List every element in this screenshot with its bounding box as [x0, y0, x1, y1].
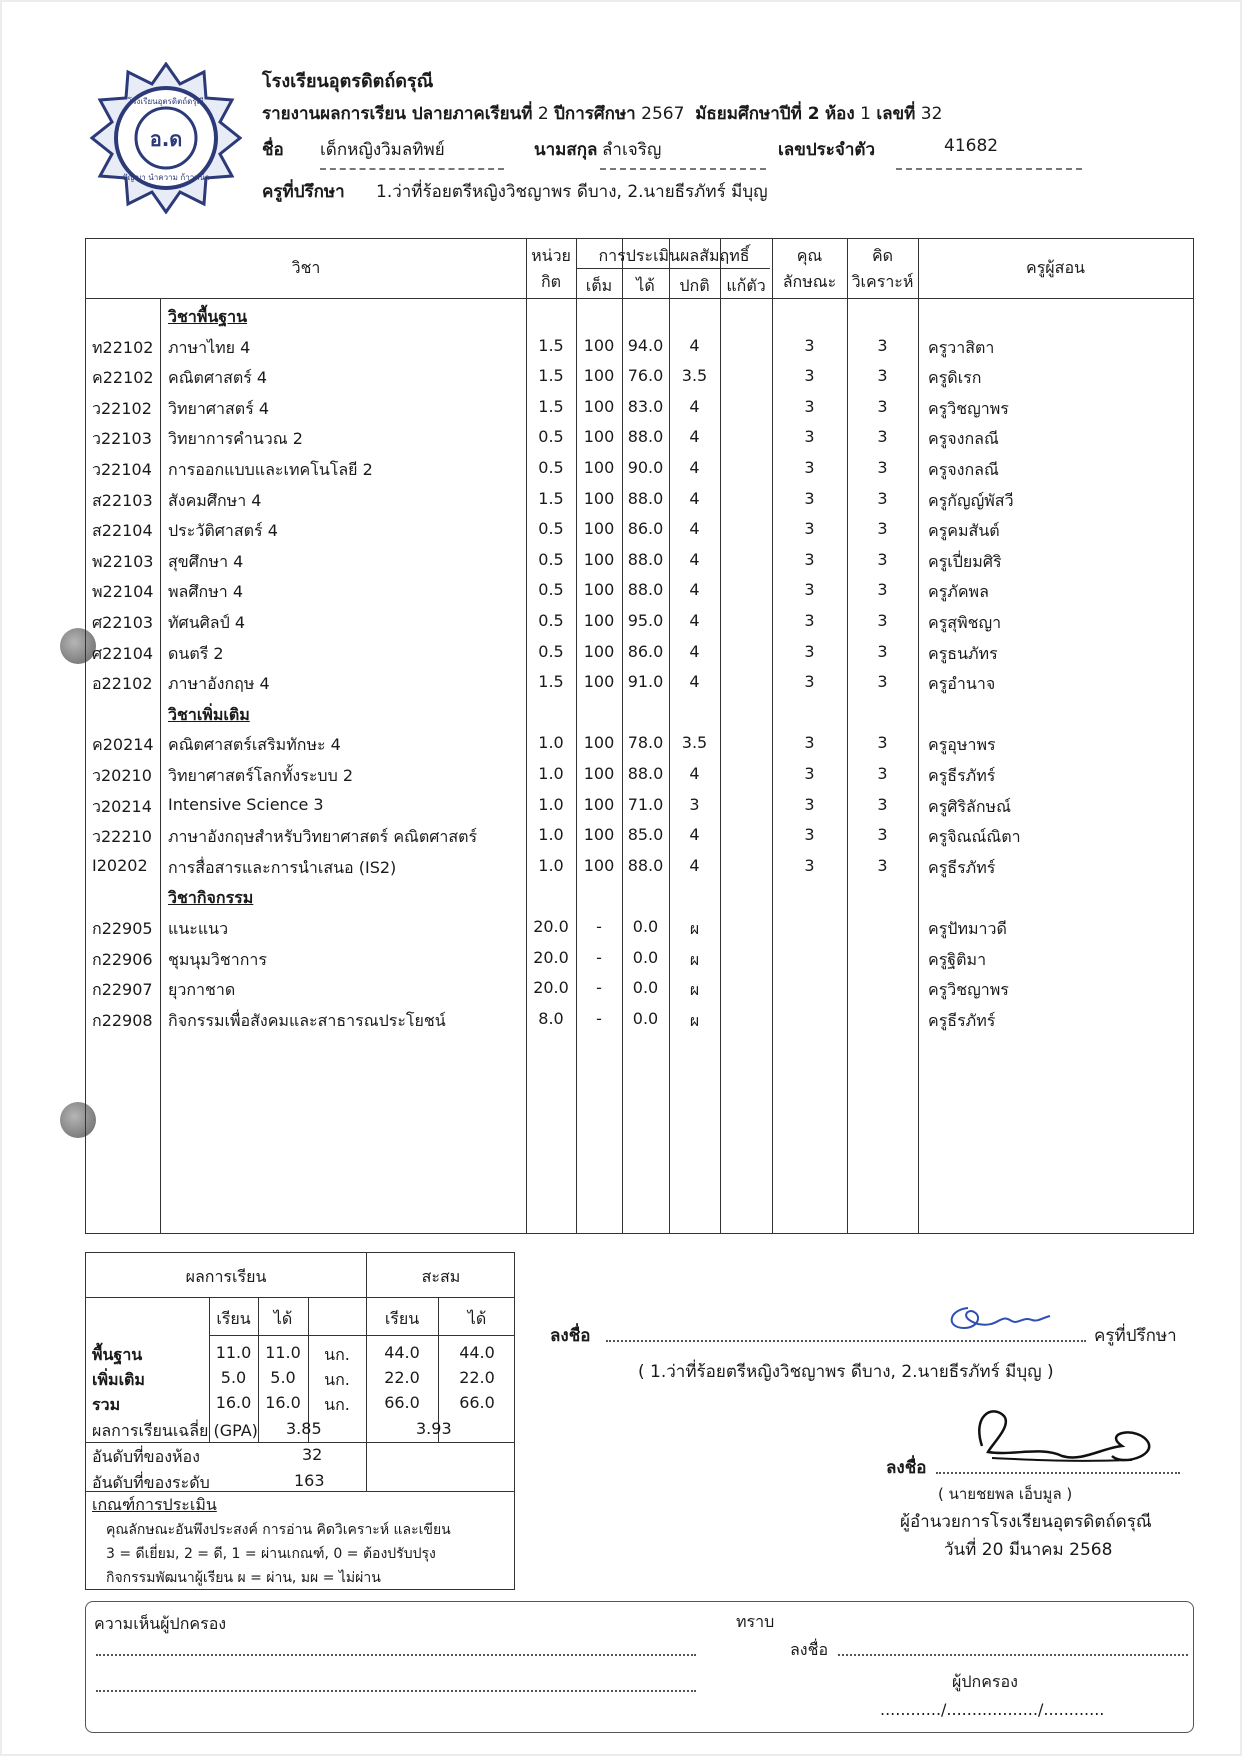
rank-room-label: อันดับที่ของห้อง [92, 1447, 200, 1466]
cell-think: 3 [877, 764, 888, 783]
director-role: ผู้อำนวยการโรงเรียนอุตรดิตถ์ดรุณี [900, 1512, 1152, 1532]
cell-full: 100 [583, 825, 615, 845]
cell-teacher: ครูอุษาพร [928, 735, 996, 755]
summary-cell-study: 5.0 [220, 1368, 247, 1387]
cell-think: 3 [877, 335, 888, 355]
cell-teacher: ครูปัทมาวดี [928, 919, 1007, 938]
cell-credit: 1.5 [538, 335, 564, 355]
cell-grade: 4 [689, 672, 700, 692]
cell-credit: 1.0 [538, 733, 564, 753]
cell-char: 3 [804, 427, 815, 447]
cell-char: 3 [804, 335, 815, 355]
cell-credit: 0.5 [538, 580, 564, 600]
cell-got: 0.0 [632, 1008, 659, 1028]
cell-char: 3 [804, 549, 815, 569]
cell-full: 100 [583, 794, 615, 814]
summary-result-header: ผลการเรียน [185, 1267, 267, 1286]
cell-got: 86.0 [627, 641, 664, 661]
col-assessment: การประเมินผลสัมฤทธิ์ [598, 246, 750, 265]
grade-label: มัธยมศึกษาปีที่ 2 [695, 104, 820, 124]
summary-cell-got: 11.0 [265, 1343, 301, 1362]
cell-full: - [596, 917, 602, 936]
cell-code: ศ22104 [92, 643, 154, 663]
cell-teacher: ครูอำนาจ [928, 674, 996, 694]
grade-table [85, 238, 1194, 1234]
director-sign-label: ลงชื่อ [886, 1458, 927, 1478]
logo-text-bottom: ปัญญา นำความ ก้าวหน้า [122, 173, 210, 182]
cell-full: 100 [583, 611, 615, 630]
cell-got: 0.0 [632, 947, 659, 967]
col-credit: หน่วย กิต [531, 246, 571, 291]
cell-grade: 4 [689, 549, 700, 569]
cell-code: ก22905 [92, 919, 153, 938]
cell-teacher: ครูธีรภัทร์ [928, 857, 996, 877]
summary-cell-label: เพิ่มเติม [92, 1370, 145, 1389]
cell-full: 100 [583, 733, 615, 753]
cell-grade: 4 [689, 458, 700, 477]
cell-char: 3 [804, 641, 815, 661]
summary-cell-label: รวม [92, 1395, 121, 1414]
cell-teacher: ครูจงกลณี [928, 460, 999, 479]
cell-credit: 1.5 [538, 396, 564, 416]
advisor-signature [938, 1298, 1058, 1346]
summary-cell-study: 16.0 [215, 1393, 252, 1412]
cell-teacher: ครูวิชญาพร [928, 980, 1009, 1000]
cell-full: 100 [583, 641, 615, 661]
cell-think: 3 [877, 733, 888, 753]
cell-full: 100 [583, 366, 615, 386]
section-title: วิชาพื้นฐาน [168, 307, 248, 326]
term-value: 2 [537, 104, 549, 124]
cell-char: 3 [804, 519, 815, 539]
cell-credit: 20.0 [533, 947, 569, 967]
cell-grade: 3 [689, 794, 700, 814]
cell-teacher: ครูจิณณ์ณิตา [928, 827, 1021, 847]
cell-teacher: ครูศิริลักษณ์ [928, 796, 1011, 816]
name-underline [320, 168, 504, 170]
cell-full: 100 [583, 549, 615, 569]
cell-got: 90.0 [627, 458, 664, 477]
cell-char: 3 [804, 611, 815, 630]
cell-think: 3 [877, 458, 888, 477]
cell-name: ชุมนุมวิชาการ [168, 949, 267, 969]
cell-code: ส22103 [92, 490, 153, 510]
cell-think: 3 [877, 672, 888, 692]
cell-name: พลศึกษา 4 [168, 582, 243, 602]
summary-cell-acc_study: 66.0 [384, 1393, 420, 1412]
summary-cell-unit: นก. [324, 1345, 350, 1364]
cell-full: 100 [583, 488, 615, 508]
cell-name: วิทยาศาสตร์โลกทั้งระบบ 2 [168, 766, 353, 785]
report-page [2, 2, 1240, 1754]
cell-teacher: ครูวิชญาพร [928, 398, 1009, 418]
cell-grade: 4 [689, 488, 700, 508]
cell-name: สุขศึกษา 4 [168, 551, 244, 571]
cell-full: 100 [583, 519, 615, 539]
cell-full: 100 [583, 335, 615, 355]
student-name: เด็กหญิงวิมลทิพย์ [320, 140, 445, 160]
advisor-label: ครูที่ปรึกษา [262, 182, 345, 202]
col-teacher: ครูผู้สอน [1026, 258, 1085, 277]
rank-room-value: 32 [302, 1445, 323, 1464]
cell-think: 3 [877, 519, 888, 539]
cell-got: 88.0 [627, 580, 664, 600]
summary-acc-col-study: เรียน [384, 1309, 420, 1328]
cell-credit: 0.5 [538, 611, 564, 630]
cell-credit: 1.0 [538, 855, 564, 875]
cell-code: ว20214 [92, 796, 152, 816]
cell-credit: 0.5 [538, 549, 564, 569]
student-id: 41682 [944, 136, 999, 156]
cell-full: 100 [583, 458, 615, 477]
seat-label: เลขที่ [876, 104, 916, 124]
cell-teacher: ครูกัญญ์พัสวี [928, 490, 1014, 510]
cell-teacher: ครูธนภัทร [928, 643, 998, 663]
criteria-title: เกณฑ์การประเมิน [92, 1495, 217, 1514]
cell-got: 76.0 [627, 366, 664, 386]
cell-code: ค22102 [92, 368, 154, 388]
id-underline [896, 168, 1082, 170]
cell-got: 88.0 [627, 549, 664, 569]
cell-code: ศ22103 [92, 613, 154, 632]
cell-think: 3 [877, 855, 888, 875]
cell-credit: 1.0 [538, 825, 564, 845]
cell-teacher: ครูธีรภัทร์ [928, 1010, 996, 1030]
cell-char: 3 [804, 764, 815, 783]
cell-credit: 0.5 [538, 641, 564, 661]
cell-credit: 0.5 [538, 458, 564, 477]
summary-cell-acc_got: 66.0 [459, 1393, 495, 1412]
cell-teacher: ครูธีรภัทร์ [928, 766, 996, 785]
cell-name: กิจกรรมเพื่อสังคมและสาธารณประโยชน์ [168, 1010, 446, 1030]
school-logo [90, 62, 242, 214]
col-fix: แก้ตัว [726, 276, 766, 295]
parent-role: ผู้ปกครอง [952, 1672, 1018, 1691]
cell-name: Intensive Science 3 [168, 794, 324, 814]
cell-name: วิทยาการคำนวณ 2 [168, 429, 303, 449]
cell-got: 86.0 [627, 519, 664, 539]
cell-code: ว20210 [92, 766, 152, 785]
cell-got: 0.0 [632, 978, 659, 998]
room-value: 1 [860, 104, 871, 124]
cell-grade: 4 [689, 427, 700, 447]
cell-grade: 4 [689, 335, 700, 355]
cell-teacher: ครูฐิติมา [928, 949, 987, 969]
logo-text-top: โรงเรียนอุตรดิตถ์ดรุณี [127, 97, 205, 106]
col-character: คุณ ลักษณะ [782, 246, 837, 291]
cell-think: 3 [877, 488, 888, 508]
cell-code: ก22908 [92, 1010, 153, 1030]
cell-full: - [596, 1008, 602, 1028]
gpa-label: ผลการเรียนเฉลี่ย (GPA) [92, 1421, 258, 1440]
name-label: ชื่อ [262, 140, 284, 160]
cell-name: คณิตศาสตร์ 4 [168, 368, 268, 388]
cell-char: 3 [804, 855, 815, 875]
surname-underline [600, 168, 766, 170]
rank-level-value: 163 [294, 1471, 325, 1490]
col-full: เต็ม [585, 276, 613, 295]
cell-credit: 0.5 [538, 427, 564, 447]
cell-think: 3 [877, 580, 888, 600]
section-title: วิชากิจกรรม [168, 888, 254, 908]
advisor-role: ครูที่ปรึกษา [1094, 1326, 1177, 1346]
cell-got: 85.0 [627, 825, 664, 845]
cell-name: ภาษาอังกฤษ 4 [168, 674, 270, 694]
advisor-sign-label: ลงชื่อ [550, 1326, 591, 1346]
cell-think: 3 [877, 794, 888, 814]
cell-credit: 8.0 [538, 1008, 564, 1028]
cell-code: พ22103 [92, 551, 154, 571]
cell-char: 3 [804, 672, 815, 692]
summary-box [85, 1252, 515, 1590]
col-subject: วิชา [291, 258, 321, 277]
cell-think: 3 [877, 396, 888, 416]
cell-code: ส22104 [92, 521, 153, 541]
cell-code: อ22102 [92, 674, 153, 694]
cell-grade: 4 [689, 580, 700, 600]
cell-code: ท22102 [92, 337, 154, 357]
summary-col-got: ได้ [273, 1309, 293, 1328]
summary-cell-got: 16.0 [265, 1393, 301, 1412]
cell-name: แนะแนว [168, 919, 229, 938]
parent-date: ............/................../............ [880, 1700, 1105, 1719]
cell-code: I20202 [92, 855, 148, 875]
cell-think: 3 [877, 825, 888, 845]
cell-char: 3 [804, 366, 815, 386]
cell-credit: 0.5 [538, 519, 564, 539]
cell-name: ยุวกาชาด [168, 980, 236, 1000]
year-value: 2567 [641, 104, 685, 124]
cell-full: - [596, 947, 602, 967]
cell-credit: 1.0 [538, 794, 564, 814]
report-label: รายงานผลการเรียน ปลายภาคเรียนที่ [262, 104, 533, 124]
report-title [262, 100, 942, 127]
cell-teacher: ครูจงกลณี [928, 429, 999, 449]
cell-grade: ผ [689, 980, 700, 1000]
logo-initials: อ.ด [149, 127, 183, 151]
surname-label: นามสกุล [534, 140, 598, 160]
cell-code: ว22210 [92, 827, 152, 847]
summary-cell-study: 11.0 [215, 1343, 252, 1362]
cell-code: ค20214 [92, 735, 154, 755]
cell-char: 3 [804, 733, 815, 753]
director-sign-line [936, 1472, 1180, 1474]
cell-got: 94.0 [627, 335, 664, 355]
parent-comment-label: ความเห็นผู้ปกครอง [94, 1614, 227, 1633]
director-name: ( นายชยพล เอ็บมูล ) [938, 1485, 1073, 1503]
summary-cell-acc_got: 22.0 [459, 1368, 495, 1387]
cell-grade: 4 [689, 396, 700, 416]
cell-got: 91.0 [627, 672, 664, 692]
parent-section [85, 1601, 1194, 1733]
cell-grade: ผ [689, 1010, 700, 1030]
cell-grade: 4 [689, 764, 700, 783]
cell-name: ภาษาอังกฤษสำหรับวิทยาศาสตร์ คณิตศาสตร์ [168, 827, 478, 847]
cell-teacher: ครูเปี่ยมศิริ [928, 551, 1002, 571]
cell-name: วิทยาศาสตร์ 4 [168, 398, 270, 418]
cell-think: 3 [877, 641, 888, 661]
summary-col-study: เรียน [216, 1309, 251, 1328]
cell-teacher: ครูดิเรก [928, 368, 982, 388]
cell-full: 100 [583, 396, 615, 416]
cell-think: 3 [877, 549, 888, 569]
cell-code: ว22103 [92, 429, 152, 449]
gpa-accum-value: 3.93 [416, 1419, 452, 1438]
cell-think: 3 [877, 611, 888, 630]
parent-sign-label: ลงชื่อ [790, 1640, 829, 1659]
cell-name: ประวัติศาสตร์ 4 [168, 521, 278, 541]
cell-teacher: ครูคมสันต์ [928, 521, 1000, 541]
cell-name: การออกแบบและเทคโนโลยี 2 [168, 460, 373, 479]
summary-cell-acc_study: 44.0 [384, 1343, 420, 1362]
summary-cell-label: พื้นฐาน [92, 1345, 143, 1364]
comment-line-1 [96, 1654, 696, 1656]
ack-label: ทราบ [736, 1612, 775, 1631]
cell-got: 78.0 [627, 733, 664, 753]
advisor-sign-names: ( 1.ว่าที่ร้อยตรีหญิงวิชญาพร ดีบาง, 2.นายธีรภัทร์ มีบุญ ) [638, 1362, 1054, 1382]
cell-full: 100 [583, 427, 615, 447]
cell-got: 71.0 [627, 794, 664, 814]
cell-teacher: ครูวาสิตา [928, 337, 995, 357]
cell-name: ภาษาไทย 4 [168, 337, 251, 357]
id-label: เลขประจำตัว [778, 140, 875, 160]
col-got: ได้ [636, 276, 655, 295]
cell-grade: 4 [689, 611, 700, 630]
cell-grade: 4 [689, 641, 700, 661]
cell-grade: 3.5 [681, 366, 708, 386]
cell-name: การสื่อสารและการนำเสนอ (IS2) [168, 857, 397, 877]
cell-char: 3 [804, 825, 815, 845]
cell-char: 3 [804, 488, 815, 508]
cell-char: 3 [804, 794, 815, 814]
cell-credit: 20.0 [533, 917, 569, 936]
cell-teacher: ครูสุพิชญา [928, 613, 1002, 632]
cell-code: ก22906 [92, 949, 153, 969]
cell-credit: 1.5 [538, 488, 564, 508]
sign-date: วันที่ 20 มีนาคม 2568 [944, 1540, 1113, 1560]
summary-cell-acc_study: 22.0 [384, 1368, 420, 1387]
cell-grade: 3.5 [681, 733, 708, 753]
cell-full: - [596, 978, 602, 998]
summary-accum-header: สะสม [421, 1267, 461, 1286]
cell-credit: 1.5 [538, 366, 564, 386]
cell-char: 3 [804, 458, 815, 477]
gpa-value: 3.85 [286, 1419, 322, 1438]
seat-value: 32 [920, 104, 943, 124]
summary-cell-unit: นก. [324, 1395, 350, 1414]
cell-credit: 1.5 [538, 672, 564, 692]
cell-name: ดนตรี 2 [168, 643, 224, 663]
col-thinking: คิด วิเคราะห์ [851, 246, 914, 291]
cell-grade: ผ [689, 949, 700, 969]
cell-got: 88.0 [627, 855, 664, 875]
summary-acc-col-got: ได้ [467, 1309, 487, 1328]
cell-code: พ22104 [92, 582, 154, 602]
summary-cell-got: 5.0 [270, 1368, 296, 1387]
cell-got: 88.0 [627, 427, 664, 447]
school-name: โรงเรียนอุตรดิตถ์ดรุณี [262, 71, 434, 92]
year-label: ปีการศึกษา [554, 104, 636, 124]
cell-teacher: ครูภัคพล [928, 582, 989, 602]
section-title: วิชาเพิ่มเติม [168, 704, 250, 724]
criteria-line-2: 3 = ดีเยี่ยม, 2 = ดี, 1 = ผ่านเกณฑ์, 0 = ต้องปรับปรุง [106, 1546, 436, 1562]
parent-sign-line [838, 1654, 1188, 1656]
summary-cell-acc_got: 44.0 [459, 1343, 495, 1362]
cell-got: 83.0 [627, 396, 664, 416]
cell-grade: ผ [689, 919, 700, 938]
cell-think: 3 [877, 427, 888, 447]
cell-full: 100 [583, 672, 615, 692]
cell-code: ว22102 [92, 398, 152, 418]
cell-name: คณิตศาสตร์เสริมทักษะ 4 [168, 735, 341, 755]
director-signature [952, 1396, 1172, 1480]
cell-code: ก22907 [92, 980, 153, 1000]
cell-credit: 20.0 [533, 978, 569, 998]
room-label: ห้อง [824, 104, 855, 124]
student-surname: ลำเจริญ [602, 140, 662, 160]
cell-code: ว22104 [92, 460, 152, 479]
rank-level-label: อันดับที่ของระดับ [92, 1473, 210, 1492]
cell-grade: 4 [689, 519, 700, 539]
criteria-line-1: คุณลักษณะอันพึงประสงค์ การอ่าน คิดวิเคราะห์ และเขียน [106, 1522, 451, 1538]
cell-grade: 4 [689, 825, 700, 845]
criteria-line-3: กิจกรรมพัฒนาผู้เรียน ผ = ผ่าน, มผ = ไม่ผ่าน [106, 1570, 381, 1586]
cell-char: 3 [804, 396, 815, 416]
cell-name: ทัศนศิลป์ 4 [168, 613, 246, 632]
cell-grade: 4 [689, 855, 700, 875]
cell-got: 95.0 [627, 611, 664, 630]
cell-got: 88.0 [627, 488, 664, 508]
cell-credit: 1.0 [538, 764, 564, 783]
comment-line-2 [96, 1690, 696, 1692]
cell-full: 100 [583, 764, 615, 783]
cell-got: 0.0 [632, 917, 659, 936]
cell-full: 100 [583, 855, 615, 875]
summary-cell-unit: นก. [324, 1370, 350, 1389]
cell-full: 100 [583, 580, 615, 600]
col-normal: ปกติ [679, 276, 710, 295]
cell-think: 3 [877, 366, 888, 386]
advisor-names: 1.ว่าที่ร้อยตรีหญิงวิชญาพร ดีบาง, 2.นายธีรภัทร์ มีบุญ [376, 182, 768, 202]
cell-name: สังคมศึกษา 4 [168, 490, 262, 510]
cell-got: 88.0 [627, 764, 664, 783]
cell-char: 3 [804, 580, 815, 600]
